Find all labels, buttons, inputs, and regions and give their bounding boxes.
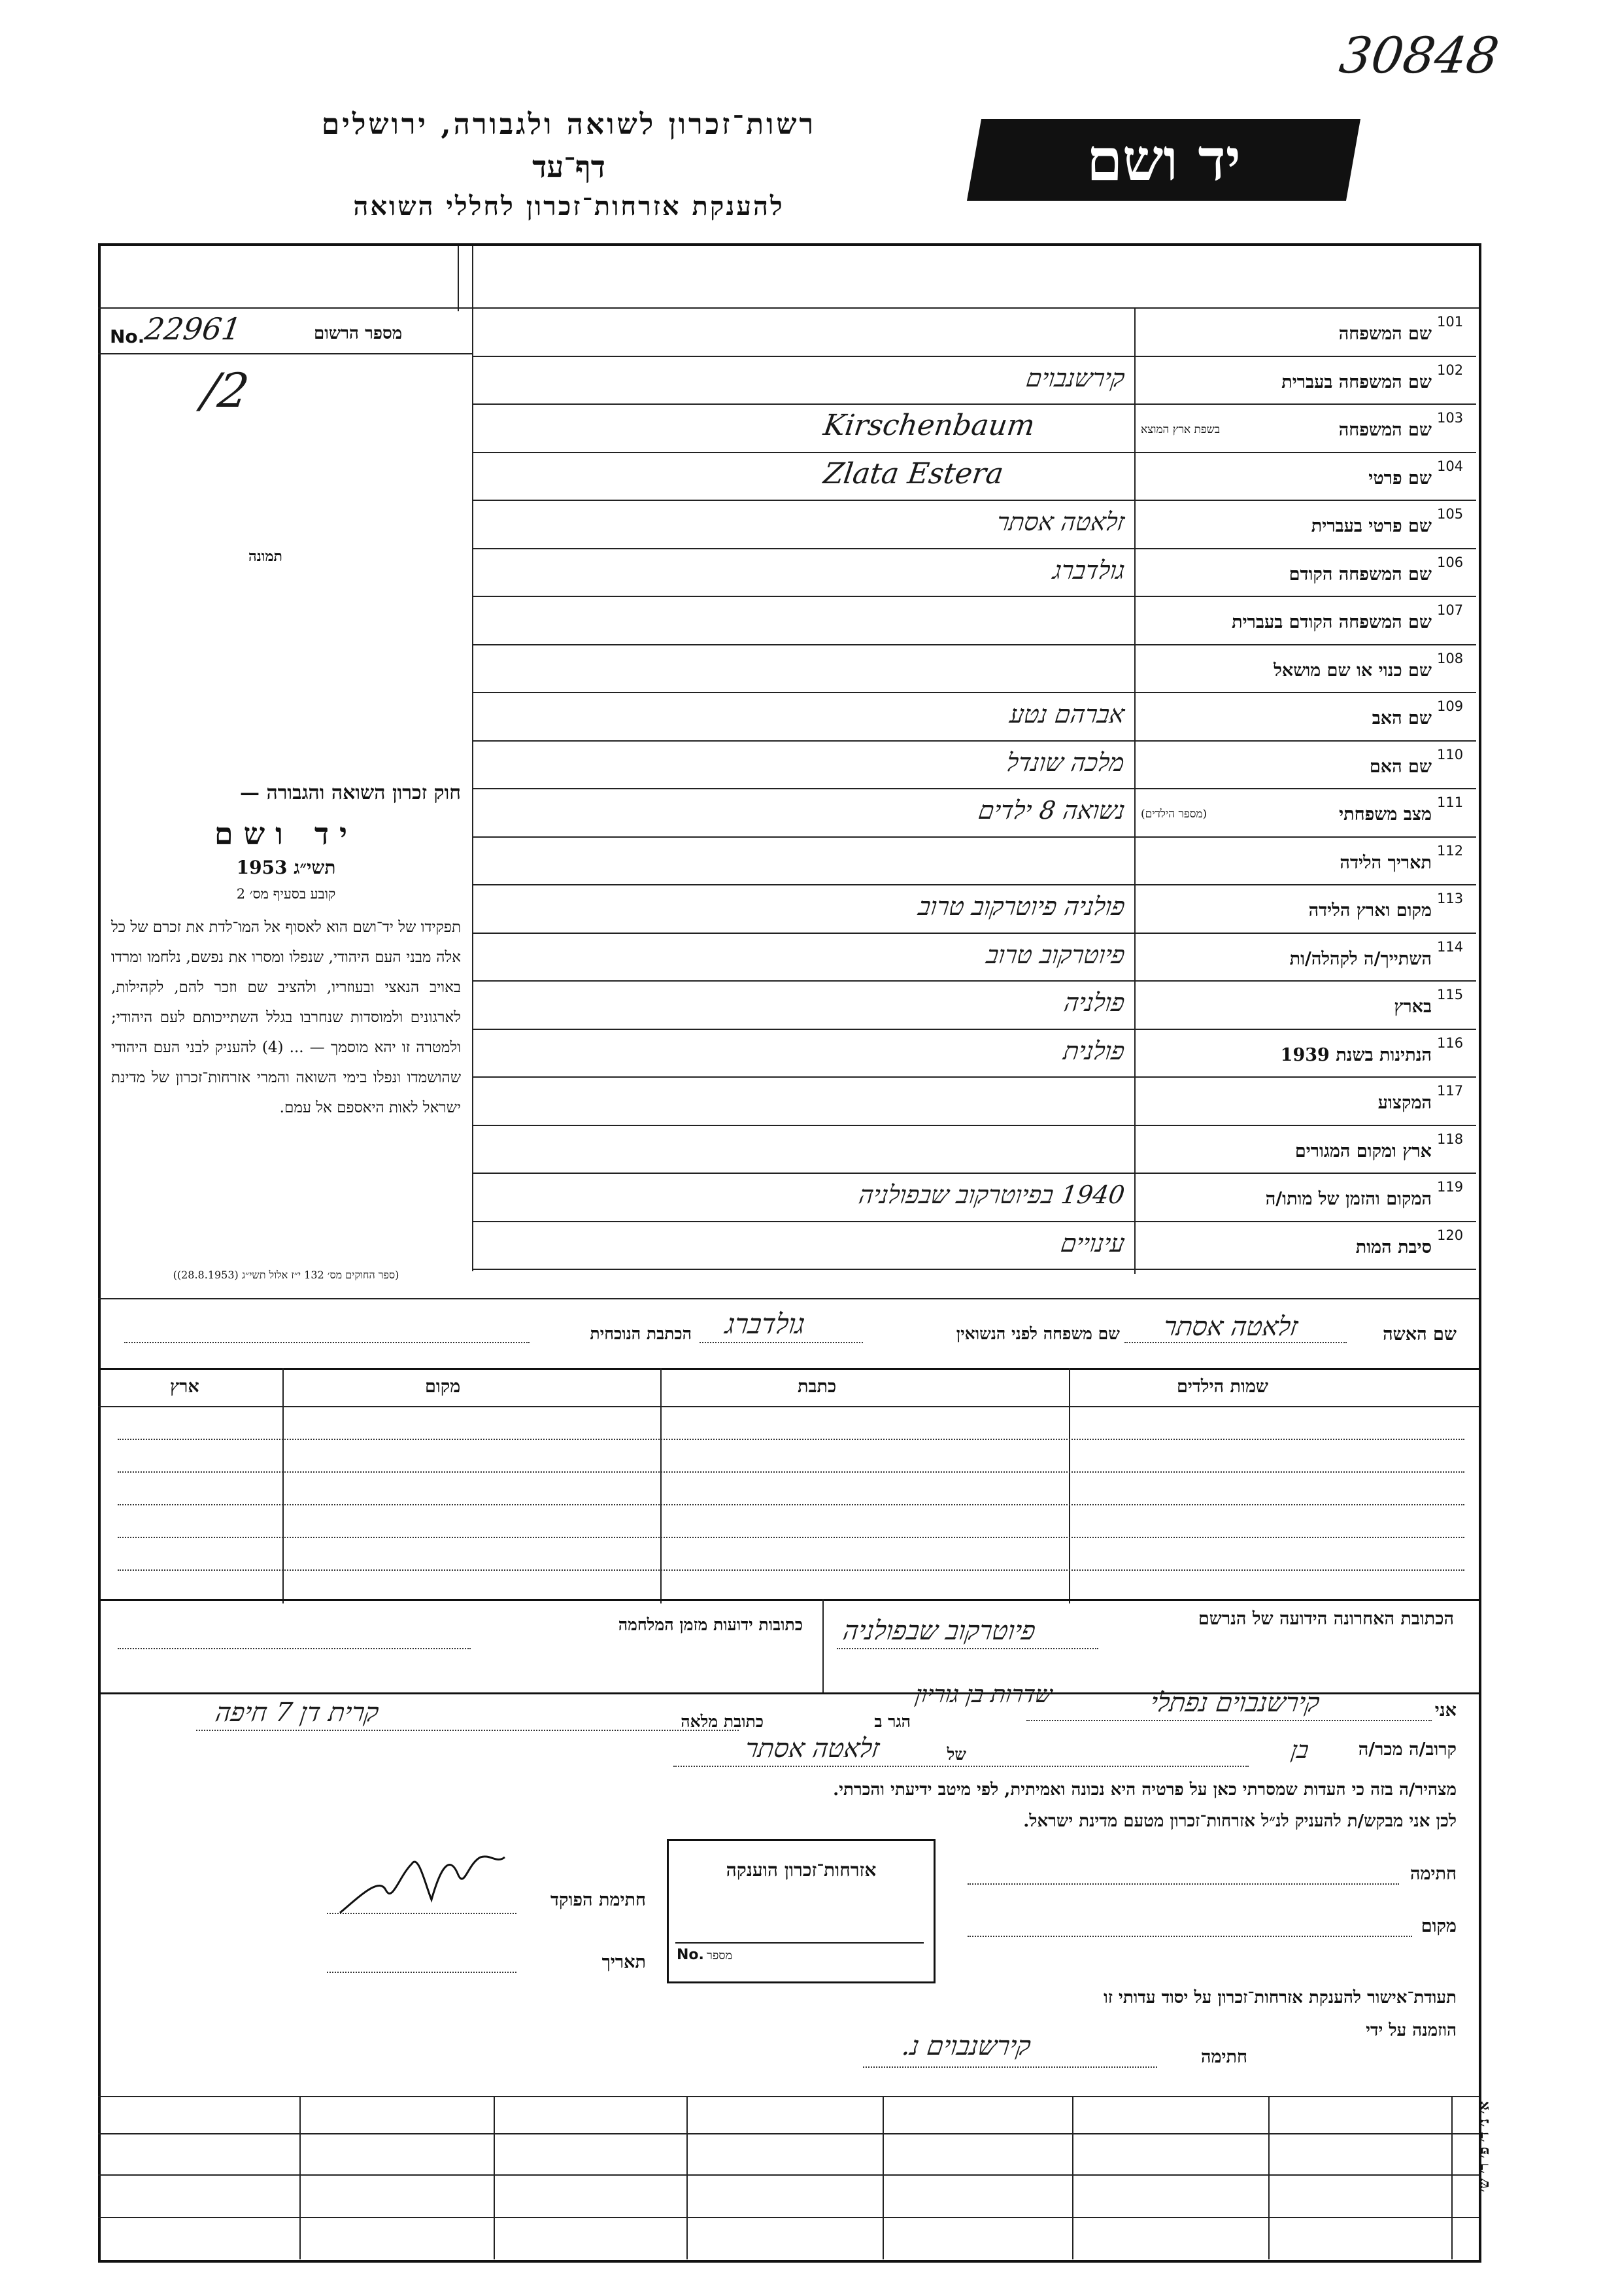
field-value[interactable]: 1940 בפיוטרקוב שבפולניה [856,1180,1127,1209]
field-number: 111 [1437,795,1464,810]
field-number: 112 [1437,843,1464,859]
wife-maiden-line [700,1342,863,1343]
wife-label: שם האשה [1383,1324,1457,1345]
declarant-full-address-value[interactable]: קרית דן 7 חיפה [213,1698,381,1728]
certificate-line1: תעודת־אישור להענקת אזרחות־זכרון על יסוד עדותי זו [1104,1988,1457,2008]
wife-address-label: הכתבת הנוכחית [590,1324,692,1343]
wife-value[interactable]: זלאטה אסתר [1161,1312,1300,1342]
declarant-ani-label: אני [1434,1700,1457,1721]
declarant-of-value[interactable]: זלאטה אסתר [743,1734,882,1764]
stamp-number-line [675,1942,924,1944]
stamp-no-prefix: No. [677,1947,704,1963]
official-signature-scrawl [333,1838,510,1923]
field-number: 108 [1437,651,1464,666]
field-label: שם כנוי או שם מושאל [1274,660,1432,681]
field-number: 106 [1437,555,1464,570]
field-number: 104 [1437,458,1464,474]
field-number: 117 [1437,1083,1464,1099]
certificate-signature-label: חתימה [1200,2047,1247,2067]
war-address-label: כתובות ידועות מזמן המלחמה [618,1615,803,1634]
declarant-name[interactable]: קירשנבוים נפתלי [1148,1688,1322,1718]
field-value[interactable]: פולנית [1062,1037,1127,1065]
children-header-names: שמות הילדים [1177,1377,1269,1397]
field-value[interactable]: מלכה שונדל [1005,748,1127,777]
children-header-address: כתבת [798,1377,837,1397]
field-value[interactable]: Zlata Estera [821,457,1006,490]
field-label: תאריך הלידה [1340,853,1432,873]
official-signature-label: חתימת הפוקד [550,1890,646,1910]
field-label: המקצוע [1377,1093,1432,1113]
field-label: בארץ [1394,997,1432,1017]
field-number: 110 [1437,747,1464,762]
field-number: 102 [1437,362,1464,378]
declarant-address-line [196,1730,739,1731]
field-label: המקום והזמן של מותו/ה [1265,1189,1432,1209]
certificate-line2: הוזמנה על ידי [1366,2021,1457,2040]
field-number: 115 [1437,987,1464,1002]
field-label: שם פרטי בעברית [1311,516,1432,536]
declarant-of-line [673,1766,1249,1767]
photo-label: תמונה [248,548,282,565]
field-value[interactable]: פולניה פיוטרקוב טרוב [916,892,1127,921]
last-address-label: הכתובת האחרונה הידועה של הנרשם [1198,1609,1454,1629]
field-value[interactable]: Kirschenbaum [821,409,1037,442]
field-label: ארץ ומקום המגורים [1294,1141,1432,1161]
law-year: תשי״ג 1953 [236,857,336,878]
declarant-relative-label: קרוב/ה מכר/ה [1358,1739,1457,1760]
children-row-line [118,1439,1464,1440]
field-number: 116 [1437,1035,1464,1051]
field-label: שם האב [1372,708,1432,728]
stamp-title: אזרחות־זכרון הוענקה [726,1859,877,1881]
field-number: 113 [1437,891,1464,906]
field-label: שם האם [1369,757,1432,777]
declarant-place-line [968,1936,1412,1937]
law-title: חוק זכרון השואה והגבורה — [240,781,461,804]
declarant-resides-value[interactable]: שדרות בן גוריון [913,1681,1054,1708]
field-label-note: (מספר הילדים) [1141,808,1207,821]
header-subtitle: להענקת אזרחות־זכרון לחללי השואה [353,191,785,222]
field-value[interactable]: אברהם נטע [1008,700,1127,728]
war-address-line [118,1648,471,1649]
field-value[interactable]: זלאטה אסתר [995,507,1127,536]
declarant-relation[interactable]: בן [1289,1737,1311,1764]
request-text: לכן אני מבקש/ת להעניק לנ״ל אזרחות־זכרון מטעם מדינת ישראל. [1023,1811,1457,1831]
field-number: 109 [1437,698,1464,714]
field-label: שם המשפחה [1338,324,1432,344]
header-authority: רשות־זכרון לשואה ולגבורה, ירושלים [321,108,817,141]
field-label: שם המשפחה הקודם [1289,564,1432,585]
field-number: 103 [1437,410,1464,426]
children-row-line [118,1537,1464,1538]
wife-address-line [124,1342,530,1343]
declarant-place-label: מקום [1421,1916,1457,1936]
field-number: 119 [1437,1179,1464,1195]
children-row-line [118,1471,1464,1473]
children-header-country: ארץ [170,1377,199,1397]
wife-maiden-label: שם משפחה לפני הנשואין [956,1324,1120,1343]
field-label: שם המשפחה הקודם בעברית [1232,612,1432,632]
field-label: השתייך/ה לקהלה/ות [1289,949,1432,969]
field-label: מצב משפחתי [1339,804,1432,825]
field-label: סיבת המות [1355,1237,1432,1258]
field-label: שם המשפחה [1338,420,1432,440]
declaration-text: מצהיר/ה בזה כי העדות שמסרתי כאן על פרטיה היא נכונה ואמיתית, לפי מיטב ידיעתי והכרתי. [833,1780,1457,1800]
header-form-name: דף־עד [532,149,605,184]
certificate-signature-line [863,2066,1157,2068]
field-number: 105 [1437,506,1464,522]
certificate-signature-value[interactable]: קירשנבוים נ. [900,2031,1033,2061]
last-address-value[interactable]: פיוטרקוב שבפולניה [841,1616,1038,1646]
declarant-full-address-label: כתובת מלאה [681,1712,764,1731]
bottom-vertical-code: א׳ נ׳ ד׳ פ׳ ר׳ ש׳ [1476,2101,1493,2192]
field-label: שם המשפחה בעברית [1281,372,1432,392]
logo-text: יד ושם [1087,126,1241,194]
field-number: 114 [1437,939,1464,955]
field-label: מקום וארץ הלידה [1308,900,1432,921]
field-label: הנתינות בשנת 1939 [1280,1045,1432,1065]
law-body: תפקידו של יד־ושם הוא לאסוף אל המו־לדת את זכרם של כל אלה מבני העם היהודי, שנפלו ומסרו את נפשם, נלחמו ומרדו באויב הנאצי ובעוזריו, ולהציב שם וזכר להם, לקהילות, לארגונים ולמוסדות שנחרבו בגלל השתייכותם לעם היהודי; ולמטרה זו יהא מוסמך — ... (4) להעניק לבני העם היהודי שהושמדו ונפלו בימי השואה והמרי אזרחות־זכרון של מדינת ישראל לאות היאספם אל עמם. [111,919,462,1116]
children-row-line [118,1569,1464,1571]
yad-vashem-logo [967,119,1360,201]
wife-line [1124,1342,1347,1343]
registration-number: 22961 [143,311,244,347]
registration-no-prefix: No. [110,326,145,347]
field-label-note: בשפת ארץ המוצא [1141,423,1221,436]
field-label: שם פרטי [1368,468,1432,488]
field-value[interactable]: עינויים [1058,1229,1127,1258]
field-number: 101 [1437,314,1464,330]
declarant-signature-label: חתימה [1409,1864,1457,1884]
last-address-line [837,1648,1098,1649]
law-section: קובע בסעיף מס׳ 2 [236,886,336,902]
field-number: 107 [1437,602,1464,618]
official-date-label: תאריך [601,1952,646,1972]
stamp-number-label: מספר [707,1949,733,1962]
field-number: 120 [1437,1227,1464,1243]
wife-maiden-value[interactable]: גולדברג [723,1308,807,1340]
registration-suffix: /2 [199,363,252,418]
official-date-line [327,1972,516,1973]
law-footnote: (ספר החוקים מס׳ 132 י״ז אלול תשי״ג (28.8.1953)) [173,1269,399,1281]
declarant-signature-line [968,1883,1399,1885]
registration-label: מספר הרשום [314,324,403,343]
declarant-of-label: של [947,1745,966,1764]
field-value[interactable]: גולדברג [1051,556,1127,585]
field-value[interactable]: פיוטרקוב טרוב [984,940,1127,969]
field-value[interactable]: נשואה 8 ילדים [976,796,1127,825]
field-value[interactable]: קירשנבוים [1024,364,1127,392]
law-name: יד ושם [214,816,358,851]
declarant-resides-label: הגר ב [874,1712,911,1731]
field-value[interactable]: פולניה [1062,988,1127,1017]
children-row-line [118,1504,1464,1505]
children-header-place: מקום [425,1377,461,1397]
field-number: 118 [1437,1131,1464,1147]
declarant-name-line [1026,1720,1432,1721]
corner-number: 30848 [1336,26,1503,84]
citizenship-stamp-box [667,1839,936,1983]
